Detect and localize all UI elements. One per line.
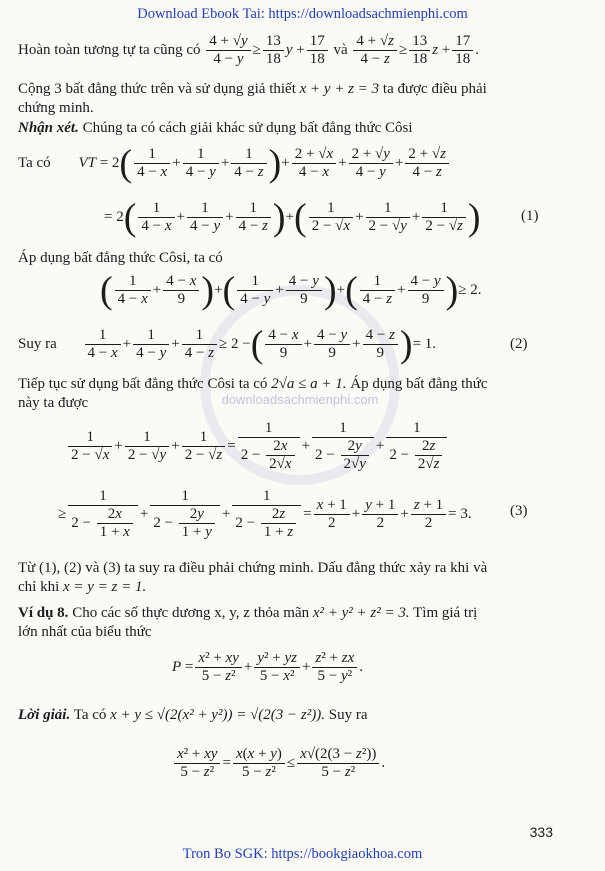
eq-3: ≥ 1 2 − $\frac{2x}{1 + x}$ + 1 2 − $\frac{2y}{1 + y}$ + 1 2 − $\frac{2z}{1 + z}$ = $\frac{x + 1}{2}$ + $\frac{y + 1}{2}$ + $\frac{z + 1}{2}$ = 3. xyxy=(58,488,472,541)
page-footer: Tron Bo SGK: https://bookgiaokhoa.com xyxy=(182,846,423,862)
eq-last: $\frac{\text{x² + xy}}{\text{5 − z²}}$ = $\frac{x(x + y)}{\text{5 − z²}}$ ≤ $\frac{\text{x√(2(3 − z²))}}{\text{5 − z²}}$ . xyxy=(172,738,385,788)
eq-1-label: (1) xyxy=(521,208,539,224)
eq-2-label: (2) xyxy=(510,336,528,352)
cont-1: Tiếp tục sử dụng bất đẳng thức Côsi ta có 2√a ≤ a + 1. Áp dụng bất đẳng thức xyxy=(18,376,488,392)
cont-2: này ta được xyxy=(18,395,89,411)
eq-2: Suy ra $\frac{1}{4 - x}$ + $\frac{1}{4 - y}$ + $\frac{1}{4 - z}$ ≥ 2 −( $\frac{4 - x}{9}$ + $\frac{4 - y}{9}$ + $\frac{4 - z}{9}$ )= 1. xyxy=(18,323,437,366)
conclusion-1: Từ (1), (2) và (3) ta suy ra điều phải chứng minh. Dấu đẳng thức xảy ra khi và xyxy=(18,560,488,576)
eq-vt: Ta có VT = 2( $\frac{1}{4 - x}$ + $\frac{1}{4 - y}$ + $\frac{1}{4 - z}$ )+ $\frac{2 + √x}{4 - x}$ + $\frac{2 + √y}{4 - y}$ + $\frac{2 + √z}{4 - z}$ xyxy=(18,141,451,185)
eq-3-label: (3) xyxy=(510,503,528,519)
watermark-text: downloadsachmienphi.com xyxy=(221,392,379,407)
conclusion-2: chỉ khi x = y = z = 1. xyxy=(18,579,147,595)
eq-nested: $\frac{1}{2 - √x}$ + $\frac{1}{2 - √y}$ + $\frac{1}{2 - √z}$ = 1 2 − $\frac{2x}{2√x}$ + 1 2 − $\frac{2y}{2√y}$ + 1 2 − $\frac{2z}{2√z}$ xyxy=(66,418,449,474)
cosi-apply: Áp dụng bất đẳng thức Côsi, ta có xyxy=(18,250,223,266)
line-1: Hoàn toàn tương tự ta cũng có $\frac{4 + √y}{4 - y}$ ≥ $\frac{13}{18}$ y + $\frac{17}{18}$ và $\frac{4 + √z}{4 - z}$ ≥ $\frac{13}{18}$ z + $\frac{17}{18}$ . xyxy=(18,33,479,68)
eq-p: P = $\frac{\text{x² + xy}}{\text{5 − z²}}$ + $\frac{\text{y² + yz}}{\text{5 − x²}}$ + $\frac{\text{z² + zx}}{\text{5 − y²}}$ . xyxy=(172,650,363,685)
line-2: Cộng 3 bất đẳng thức trên và sử dụng giả thiết x + y + z = 3 ta được điều phải xyxy=(18,81,487,97)
solution: Lời giải. Ta có x + y ≤ √(2(x² + y²)) = √(2(3 − z²)). Suy ra xyxy=(18,707,368,723)
eq-cosi: ( $\frac{1}{4 - x}$ + $\frac{4 - x}{9}$ )+( $\frac{1}{4 - y}$ + $\frac{4 - y}{9}$ )+( $\frac{1}{4 - z}$ + $\frac{4 - y}{9}$ )≥ 2. xyxy=(100,269,482,312)
page-header: Download Ebook Tai: https://downloadsachmienphi.com xyxy=(137,6,468,22)
remark: Nhận xét. Chúng ta có cách giải khác sử dụng bất đẳng thức Côsi xyxy=(18,120,413,136)
eq-1: = 2( $\frac{1}{4 - x}$ + $\frac{1}{4 - y}$ + $\frac{1}{4 - z}$ )+( $\frac{1}{2 - √x}$ + $\frac{1}{2 - √y}$ + $\frac{1}{2 - √z}$ ) xyxy=(104,196,481,239)
example-8: Ví dụ 8. Cho các số thực dương x, y, z thỏa mãn x² + y² + z² = 3. Tìm giá trị xyxy=(18,605,478,621)
example-8-line-2: lớn nhất của biểu thức xyxy=(18,624,152,640)
page-number: 333 xyxy=(529,824,553,840)
line-3: chứng minh. xyxy=(18,100,94,116)
